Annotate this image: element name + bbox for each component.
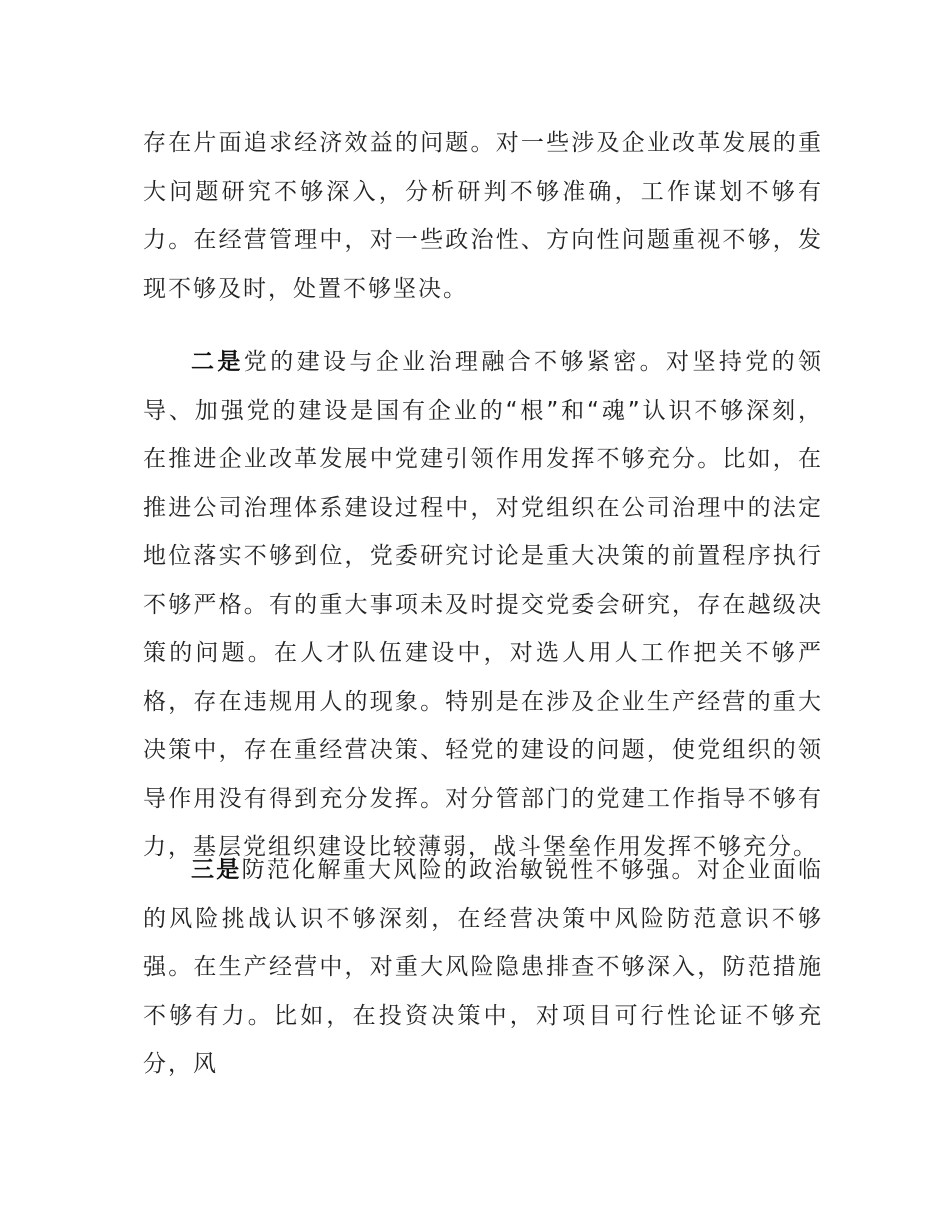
paragraph-2-lead: 二是 xyxy=(191,349,244,375)
paragraph-3 xyxy=(143,846,823,1089)
paragraph-1-text: 存在片面追求经济效益的问题。对一些涉及企业改革发展的重大问题研究不够深入，分析研判不够准确，工作谋划不够有力。在经营管理中，对一些政治性、方向性问题重视不够，发现不够及时，处置不够坚决。 xyxy=(143,130,823,302)
paragraph-2 xyxy=(143,338,823,872)
paragraph-3-text: 防范化解重大风险的政治敏锐性不够强。对企业面临的风险挑战认识不够深刻，在经营决策中风险防范意识不够强。在生产经营中，对重大风险隐患排查不够深入，防范措施不够有力。比如，在投资决策中，对项目可行性论证不够充分，风 xyxy=(143,857,824,1077)
paragraph-1 xyxy=(143,119,823,313)
paragraph-2-text: 党的建设与企业治理融合不够紧密。对坚持党的领导、加强党的建设是国有企业的“根”和“魂”认识不够深刻，在推进企业改革发展中党建引领作用发挥不够充分。比如，在推进公司治理体系建设过程中，对党组织在公司治理中的法定地位落实不够到位，党委研究讨论是重大决策的前置程序执行不够严格。有的重大事项未及时提交党委会研究，存在越级决策的问题。在人才队伍建设中，对选人用人工作把关不够严格，存在违规用人的现象。特别是在涉及企业生产经营的重大决策中，存在重经营决策、轻党的建设的问题，使党组织的领导作用没有得到充分发挥。对分管部门的党建工作指导不够有力，基层党组织建设比较薄弱，战斗堡垒作用发挥不够充分。 xyxy=(143,349,824,860)
paragraph-3-lead: 三是 xyxy=(191,857,242,883)
